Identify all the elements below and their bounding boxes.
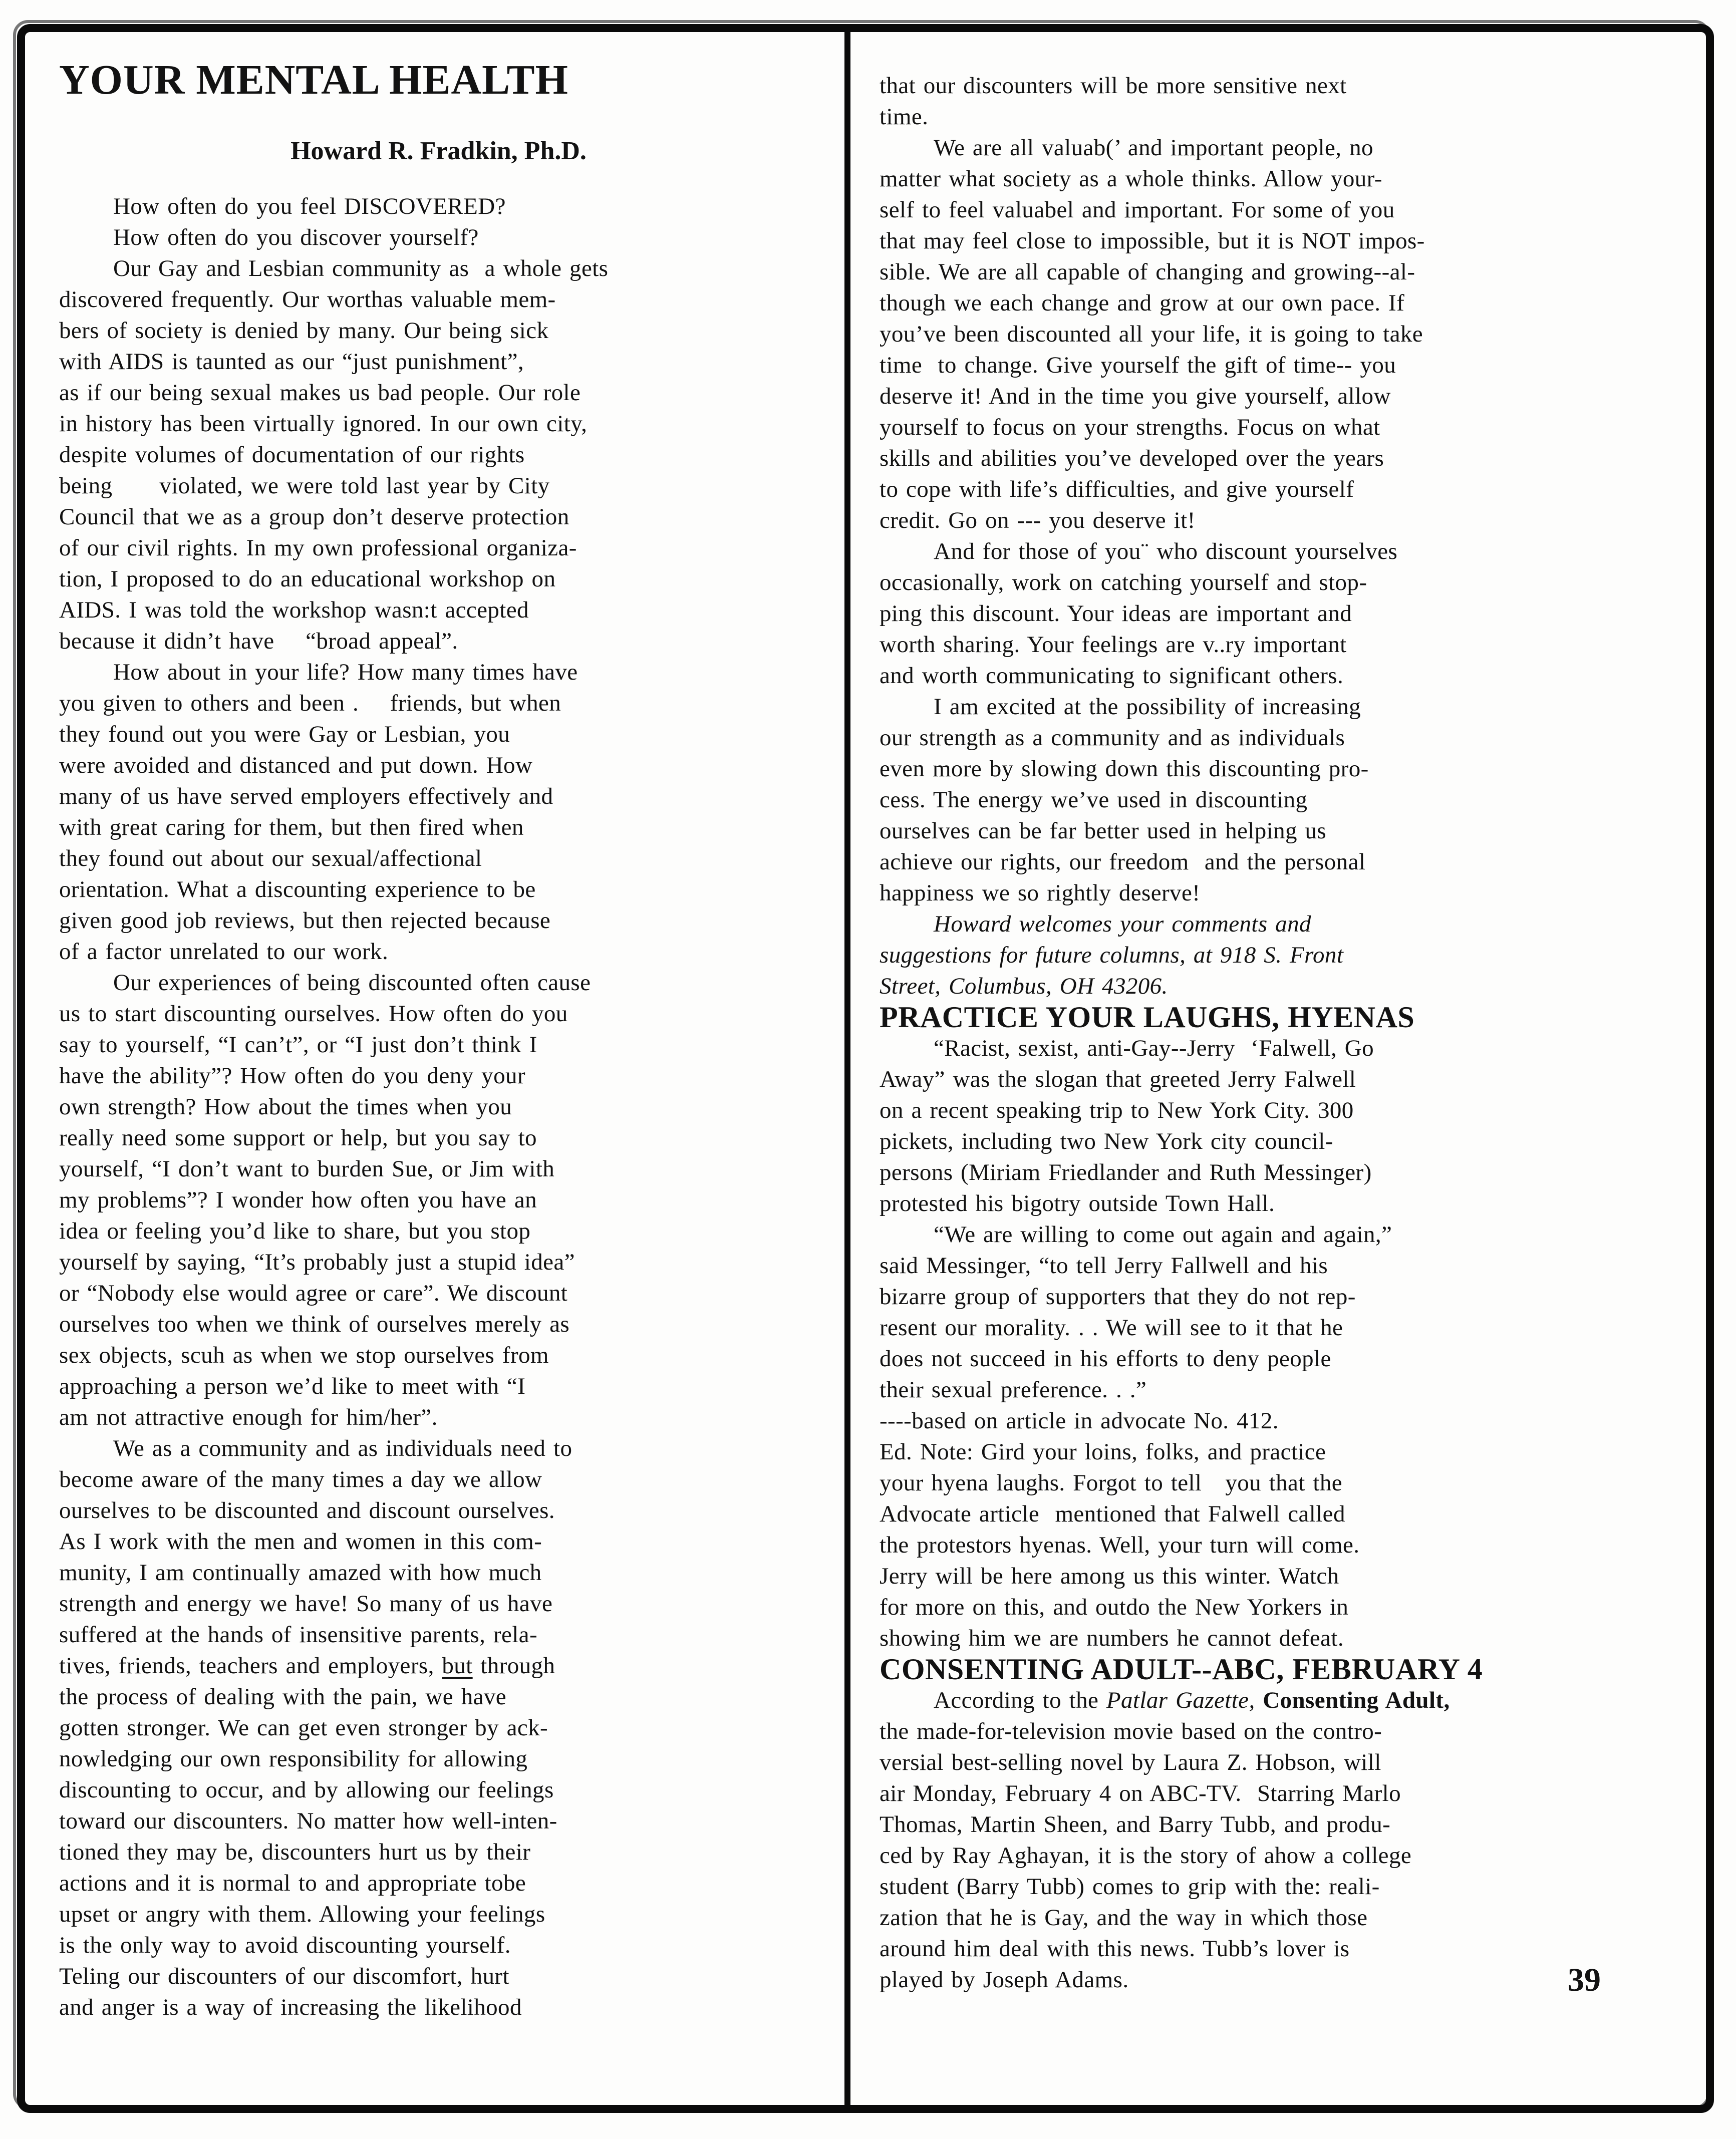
text-line: given good job reviews, but then rejected because	[59, 907, 551, 934]
section-heading: PRACTICE YOUR LAUGHS, HYENAS	[880, 1001, 1415, 1034]
text-line: us to start discounting ourselves. How often do you	[59, 1001, 568, 1027]
text-line: suffered at the hands of insensitive parents, rela-	[59, 1622, 537, 1648]
text-line: on a recent speaking trip to New York City. 300	[880, 1097, 1354, 1123]
column-divider	[844, 28, 850, 2109]
text-line: tioned they may be, discounters hurt us by their	[59, 1839, 531, 1865]
text-line: that may feel close to impossible, but it is NOT impos-	[880, 228, 1425, 254]
text-line: the made-for-television movie based on the contro-	[880, 1718, 1382, 1744]
text-line: Thomas, Martin Sheen, and Barry Tubb, and produ-	[880, 1811, 1391, 1838]
text-line: Teling our discounters of our discomfort, hurt	[59, 1963, 509, 1989]
text-line: upset or angry with them. Allowing your feelings	[59, 1901, 545, 1927]
text-line: were avoided and distanced and put down. How	[59, 752, 533, 778]
text-line: strength and energy we have! So many of us have	[59, 1591, 553, 1617]
text-line: to cope with life’s difficulties, and give yourself	[880, 476, 1354, 502]
text-line: showing him we are numbers he cannot defeat.	[880, 1625, 1344, 1651]
text-line: How about in your life? How many times have	[113, 659, 578, 685]
left-column-text	[59, 191, 818, 2023]
text-line: played by Joseph Adams.	[880, 1967, 1129, 1993]
text-line: their sexual preference. . .”	[880, 1377, 1147, 1403]
text-line: yourself to focus on your strengths. Focus on what	[880, 414, 1380, 440]
text-line: Council that we as a group don’t deserve protection	[59, 504, 569, 530]
text-line: “We are willing to come out again and again,”	[934, 1221, 1392, 1248]
text-line: achieve our rights, our freedom and the personal	[880, 849, 1366, 875]
text-line: toward our discounters. No matter how well-inten-	[59, 1808, 557, 1834]
text-line: that our discounters will be more sensitive next	[880, 73, 1347, 99]
section-heading: CONSENTING ADULT--ABC, FEBRUARY 4	[880, 1653, 1483, 1686]
text-line: own strength? How about the times when you	[59, 1094, 512, 1120]
text-line: though we each change and grow at our own pace. If	[880, 290, 1405, 316]
text-line: deserve it! And in the time you give yourself, allow	[880, 383, 1391, 409]
text-line: gotten stronger. We can get even stronger by ack-	[59, 1715, 548, 1741]
text-line: discovered frequently. Our worthas valuable mem-	[59, 286, 556, 313]
text-segment: tives, friends, teachers and employers,	[59, 1653, 442, 1679]
text-segment: through	[472, 1653, 555, 1679]
text-line: bers of society is denied by many. Our being sick	[59, 318, 549, 344]
text-line: or “Nobody else would agree or care”. We discount	[59, 1280, 568, 1306]
text-line: and worth communicating to significant others.	[880, 663, 1344, 689]
text-line: protested his bigotry outside Town Hall.	[880, 1190, 1275, 1216]
text-line: you’ve been discounted all your life, it is going to take	[880, 321, 1423, 347]
text-line: because it didn’t have “broad appeal”.	[59, 628, 458, 654]
text-line: versial best-selling novel by Laura Z. Hobson, will	[880, 1749, 1381, 1775]
text-line: Away” was the slogan that greeted Jerry Falwell	[880, 1066, 1356, 1092]
text-line: Our experiences of being discounted often cause	[113, 970, 591, 996]
text-line: for more on this, and outdo the New Yorkers in	[880, 1594, 1349, 1620]
text-line: zation that he is Gay, and the way in which those	[880, 1905, 1368, 1931]
text-line: your hyena laughs. Forgot to tell you that the	[880, 1470, 1343, 1496]
text-line: actions and it is normal to and appropriate tobe	[59, 1870, 526, 1896]
right-column-text	[880, 70, 1676, 1995]
text-line: of a factor unrelated to our work.	[59, 939, 389, 965]
text-line: ced by Ray Aghayan, it is the story of ahow a college	[880, 1843, 1412, 1869]
text-line: and anger is a way of increasing the likelihood	[59, 1994, 522, 2020]
article-title: YOUR MENTAL HEALTH	[59, 57, 568, 103]
text-line: air Monday, February 4 on ABC-TV. Starring Marlo	[880, 1780, 1401, 1806]
text-line: As I work with the men and women in this com-	[59, 1529, 542, 1555]
text-line: Street, Columbus, OH 43206.	[880, 973, 1168, 999]
text-line: the protestors hyenas. Well, your turn will come.	[880, 1532, 1360, 1558]
text-line	[880, 1685, 1676, 1716]
text-line: How often do you discover yourself?	[113, 224, 479, 250]
text-line: say to yourself, “I can’t”, or “I just don’t think I	[59, 1032, 537, 1058]
text-line: Jerry will be here among us this winter. Watch	[880, 1563, 1339, 1589]
text-line: We as a community and as individuals need to	[113, 1435, 572, 1461]
text-line: discounting to occur, and by allowing our feelings	[59, 1777, 554, 1803]
text-line: AIDS. I was told the workshop wasn:t accepted	[59, 597, 529, 623]
text-line: you given to others and been . friends, but when	[59, 690, 561, 716]
text-line: with AIDS is taunted as our “just punishment”,	[59, 349, 524, 375]
text-line: sex objects, scuh as when we stop ourselves from	[59, 1342, 549, 1368]
text-line: of our civil rights. In my own professional organiza-	[59, 535, 577, 561]
text-segment: Patlar Gazette,	[1106, 1687, 1255, 1713]
text-line: have the ability”? How often do you deny your	[59, 1063, 525, 1089]
text-line: yourself, “I don’t want to burden Sue, or Jim with	[59, 1156, 555, 1182]
text-line: they found out about our sexual/affectional	[59, 845, 482, 871]
text-line: even more by slowing down this discounting pro-	[880, 756, 1369, 782]
page-number: 39	[1568, 1962, 1601, 1998]
right-column	[880, 70, 1676, 1995]
text-segment	[1255, 1687, 1263, 1713]
text-line: orientation. What a discounting experience to be	[59, 876, 536, 902]
text-line: time to change. Give yourself the gift of time-- you	[880, 352, 1396, 378]
text-line: with great caring for them, but then fired when	[59, 814, 524, 840]
text-line: being violated, we were told last year by City	[59, 473, 550, 499]
text-line: occasionally, work on catching yourself and stop-	[880, 569, 1367, 595]
text-line: We are all valuab(’ and important people, no	[934, 135, 1373, 161]
text-line: resent our morality. . . We will see to it that he	[880, 1315, 1343, 1341]
text-line: does not succeed in his efforts to deny people	[880, 1346, 1331, 1372]
byline: Howard R. Fradkin, Ph.D.	[291, 137, 587, 165]
text-line: Advocate article mentioned that Falwell called	[880, 1501, 1345, 1527]
text-line: “Racist, sexist, anti-Gay--Jerry ‘Falwell, Go	[934, 1035, 1374, 1061]
text-line: our strength as a community and as individuals	[880, 725, 1345, 751]
text-line: idea or feeling you’d like to share, but you stop	[59, 1218, 531, 1244]
text-line: as if our being sexual makes us bad people. Our role	[59, 380, 581, 406]
text-line: student (Barry Tubb) comes to grip with the: reali-	[880, 1874, 1380, 1900]
text-line: become aware of the many times a day we allow	[59, 1466, 542, 1492]
text-line: Howard welcomes your comments and	[934, 911, 1311, 937]
text-line: approaching a person we’d like to meet with “I	[59, 1373, 526, 1399]
text-line: yourself by saying, “It’s probably just a stupid idea”	[59, 1249, 575, 1275]
text-line: bizarre group of supporters that they do not rep-	[880, 1284, 1356, 1310]
text-line: Ed. Note: Gird your loins, folks, and practice	[880, 1439, 1326, 1465]
text-line: despite volumes of documentation of our rights	[59, 442, 525, 468]
text-line: worth sharing. Your feelings are v..ry important	[880, 632, 1347, 658]
text-line: around him deal with this news. Tubb’s lover is	[880, 1936, 1350, 1962]
text-line: ping this discount. Your ideas are important and	[880, 600, 1352, 627]
text-line	[59, 1650, 818, 1681]
text-line: in history has been virtually ignored. In our own city,	[59, 411, 588, 437]
text-line: I am excited at the possibility of increasing	[934, 694, 1361, 720]
text-line: skills and abilities you’ve developed over the years	[880, 445, 1384, 471]
text-line: matter what society as a whole thinks. Allow your-	[880, 166, 1382, 192]
text-line: many of us have served employers effectively and	[59, 783, 553, 809]
text-line: suggestions for future columns, at 918 S. Front	[880, 942, 1344, 968]
text-line: pickets, including two New York city council-	[880, 1128, 1333, 1154]
text-line: ----based on article in advocate No. 412.	[880, 1408, 1279, 1434]
text-line: really need some support or help, but you say to	[59, 1125, 537, 1151]
text-line: am not attractive enough for him/her”.	[59, 1404, 438, 1430]
text-segment: but	[442, 1653, 473, 1679]
text-line: cess. The energy we’ve used in discounting	[880, 787, 1308, 813]
text-line: happiness we so rightly deserve!	[880, 880, 1201, 906]
text-line: ourselves can be far better used in helping us	[880, 818, 1327, 844]
text-line: my problems”? I wonder how often you have an	[59, 1187, 537, 1213]
text-segment: According to the	[934, 1687, 1106, 1713]
text-line: time.	[880, 104, 929, 130]
text-line: persons (Miriam Friedlander and Ruth Messinger)	[880, 1159, 1372, 1185]
left-column	[59, 59, 818, 2023]
text-line: munity, I am continually amazed with how much	[59, 1560, 542, 1586]
text-line: is the only way to avoid discounting yourself.	[59, 1932, 511, 1958]
text-line: they found out you were Gay or Lesbian, you	[59, 721, 510, 747]
text-line: Our Gay and Lesbian community as a whole gets	[113, 255, 609, 281]
text-line: sible. We are all capable of changing and growing--al-	[880, 259, 1415, 285]
text-line: ourselves to be discounted and discount ourselves.	[59, 1497, 555, 1523]
text-line: ourselves too when we think of ourselves merely as	[59, 1311, 570, 1337]
text-line: How often do you feel DISCOVERED?	[113, 193, 506, 219]
text-line: tion, I proposed to do an educational workshop on	[59, 566, 556, 592]
text-line: nowledging our own responsibility for allowing	[59, 1746, 528, 1772]
text-segment: Consenting Adult,	[1263, 1687, 1450, 1713]
text-line: the process of dealing with the pain, we have	[59, 1684, 507, 1710]
text-line: self to feel valuabel and important. For some of you	[880, 197, 1395, 223]
text-line: credit. Go on --- you deserve it!	[880, 507, 1196, 533]
text-line: And for those of you¨ who discount yourselves	[934, 538, 1398, 564]
text-line: said Messinger, “to tell Jerry Fallwell and his	[880, 1253, 1328, 1279]
